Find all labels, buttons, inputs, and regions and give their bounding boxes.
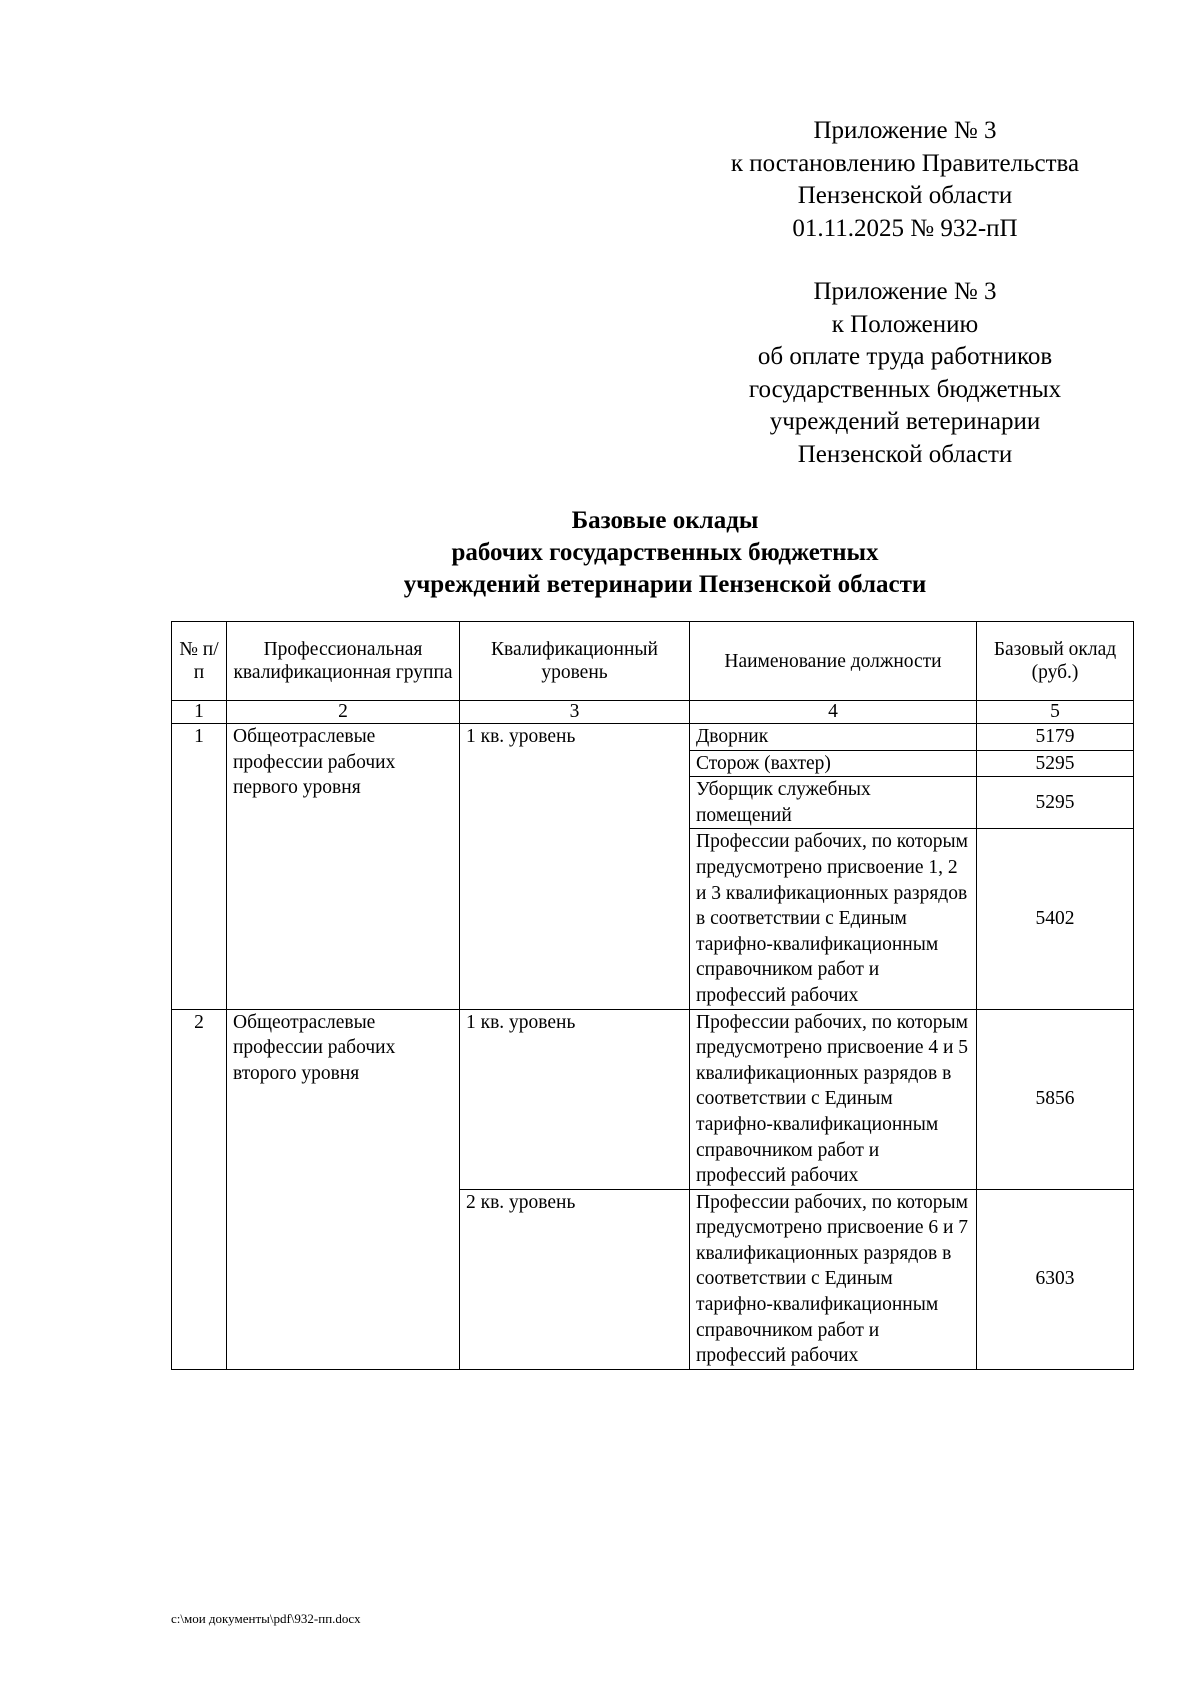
header-salary: Базовый оклад (руб.) <box>977 622 1134 701</box>
appendix-line: к Положению <box>831 310 979 338</box>
column-number: 1 <box>172 701 227 724</box>
base-salary-table <box>171 621 1134 1370</box>
qualification-level: 1 кв. уровень <box>460 724 690 1010</box>
base-salary: 5179 <box>977 724 1134 751</box>
base-salary: 5856 <box>977 1009 1134 1189</box>
base-salary: 6303 <box>977 1189 1134 1369</box>
column-number: 3 <box>460 701 690 724</box>
table-row <box>172 724 1134 751</box>
document-title <box>150 505 1180 601</box>
header-position: Наименование должности <box>690 622 977 701</box>
position-name: Профессии рабочих, по которым предусмотрено присвоение 6 и 7 квалификационных разрядов в соответствии с Единым тарифно-квалификационным справочником работ и профессий рабочих <box>690 1189 977 1369</box>
table-row <box>172 1009 1134 1189</box>
position-name: Сторож (вахтер) <box>690 750 977 777</box>
appendix-line: об оплате труда работников <box>757 343 1053 370</box>
title-line: учреждений ветеринарии Пензенской области <box>403 571 927 598</box>
title-line: рабочих государственных бюджетных <box>451 539 879 566</box>
qualification-level: 1 кв. уровень <box>460 1009 690 1189</box>
position-name: Профессии рабочих, по которым предусмотрено присвоение 1, 2 и 3 квалификационных разрядов в соответствии с Единым тарифно-квалификационным справочником работ и профессий рабочих <box>690 829 977 1009</box>
title-line: Базовые оклады <box>571 507 759 534</box>
column-number: 2 <box>227 701 460 724</box>
appendix-line: Приложение № 3 <box>813 117 997 144</box>
appendix-line: государственных бюджетных <box>748 375 1062 403</box>
column-number: 4 <box>690 701 977 724</box>
base-salary: 5402 <box>977 829 1134 1009</box>
header-number: № п/п <box>172 622 227 701</box>
appendix-line: Пензенской области <box>797 440 1013 468</box>
header-group: Профессиональная квалификационная группа <box>227 622 460 701</box>
column-number-row <box>172 701 1134 724</box>
appendix-line: учреждений ветеринарии <box>769 408 1041 435</box>
file-path-footer: c:\мои документы\pdf\932-пп.docx <box>171 1611 361 1626</box>
appendix-regulation-header <box>690 276 1120 471</box>
row-number: 2 <box>172 1009 227 1369</box>
qualification-level: 2 кв. уровень <box>460 1189 690 1369</box>
header-level: Квалификационный уровень <box>460 622 690 701</box>
base-salary: 5295 <box>977 750 1134 777</box>
position-name: Уборщик служебных помещений <box>690 777 977 829</box>
base-salary: 5295 <box>977 777 1134 829</box>
position-name: Дворник <box>690 724 977 751</box>
qualification-group: Общеотраслевые профессии рабочих первого уровня <box>227 724 460 1010</box>
appendix-line: 01.11.2025 № 932-пП <box>792 214 1018 242</box>
position-name: Профессии рабочих, по которым предусмотрено присвоение 4 и 5 квалификационных разрядов в соответствии с Единым тарифно-квалификационным справочником работ и профессий рабочих <box>690 1009 977 1189</box>
column-number: 5 <box>977 701 1134 724</box>
appendix-line: Приложение № 3 <box>813 278 997 305</box>
table-header-row <box>172 622 1134 701</box>
appendix-line: к постановлению Правительства <box>730 149 1080 177</box>
appendix-resolution-header <box>690 115 1120 245</box>
appendix-line: Пензенской области <box>797 182 1013 209</box>
qualification-group: Общеотраслевые профессии рабочих второго уровня <box>227 1009 460 1369</box>
row-number: 1 <box>172 724 227 1010</box>
